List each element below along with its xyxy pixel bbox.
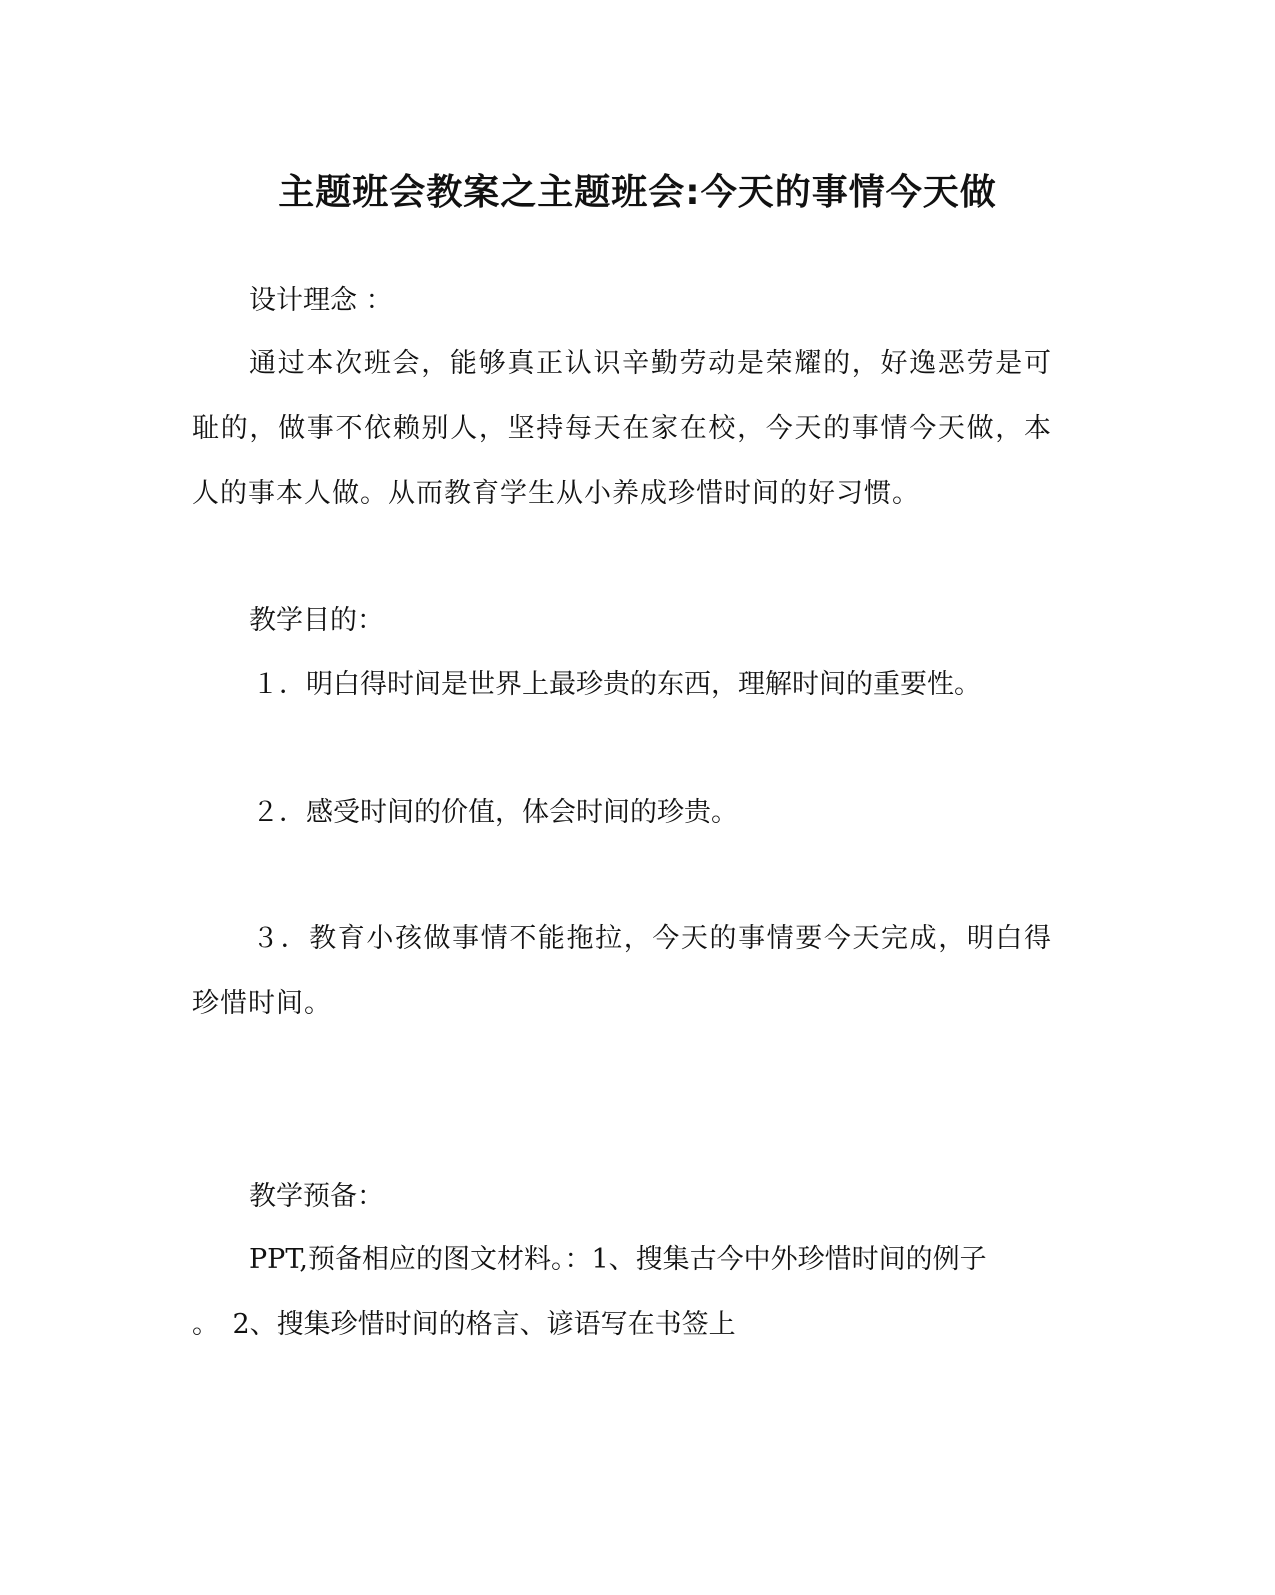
design-concept-body: 通过本次班会，能够真正认识辛勤劳动是荣耀的，好逸恶劳是可耻的，做事不依赖别人，坚持每天在家在校，今天的事情今天做，本人的事本人做。从而教育学生从小养成珍惜时间的好习惯。	[192, 348, 1052, 509]
design-concept-heading: 设计理念 ：	[249, 285, 393, 316]
teaching-preparation-line-1: PPT,预备相应的图文材料。：1、搜集古今中外珍惜时间的例子	[249, 1244, 987, 1275]
teaching-goal-item-2: ２．感受时间的价值，体会时间的珍贵。	[252, 797, 738, 828]
teaching-preparation-line-2: 。 2、搜集珍惜时间的格言、谚语写在书签上	[192, 1309, 736, 1340]
teaching-preparation-heading: 教学预备：	[249, 1181, 384, 1212]
teaching-goal-item-1: １．明白得时间是世界上最珍贵的东西，理解时间的重要性。	[252, 669, 981, 700]
document-title: 主题班会教案之主题班会:今天的事情今天做	[278, 172, 997, 213]
teaching-goals-heading: 教学目的：	[249, 605, 384, 636]
teaching-goal-item-3: ３．教育小孩做事情不能拖拉，今天的事情要今天完成，明白得珍惜时间。	[192, 923, 1052, 1019]
